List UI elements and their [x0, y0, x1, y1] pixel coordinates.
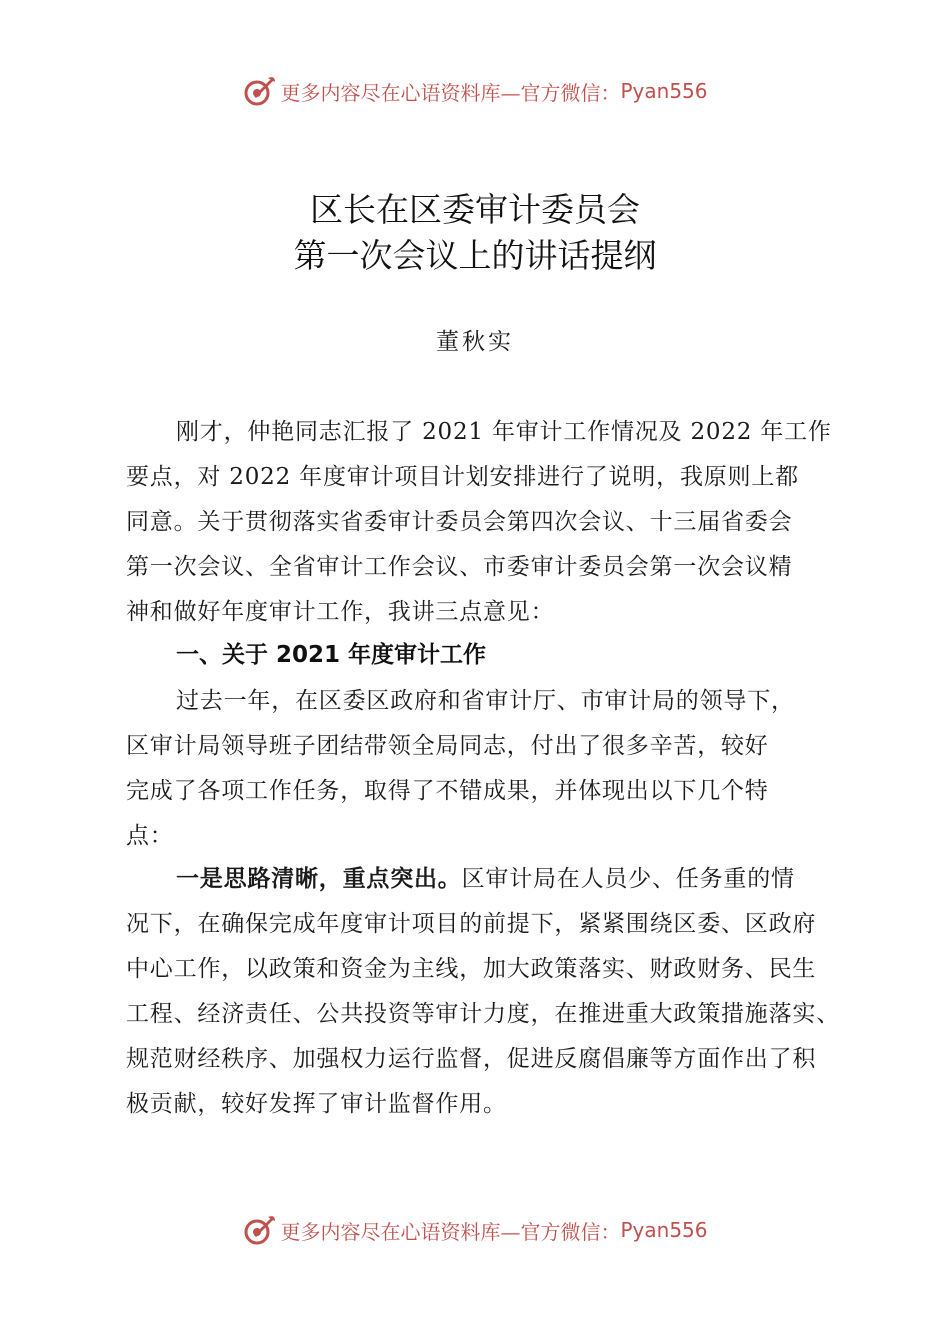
body-line: 点：: [126, 823, 174, 849]
body-line: 中心工作，以政策和资金为主线，加大政策落实、财政财务、民生: [126, 956, 817, 982]
watermark-banner-bottom: [0, 1213, 950, 1247]
point-lead: 一是思路清晰，重点突出。: [176, 865, 462, 892]
body-line: 规范财经秩序、加强权力运行监督，促进反腐倡廉等方面作出了积: [126, 1046, 817, 1072]
point-text: 区审计局在人员少、任务重的情: [461, 866, 795, 892]
watermark-banner-top: [0, 74, 950, 108]
title-line-2: 第一次会议上的讲话提纲: [293, 236, 657, 275]
body-line: [176, 860, 795, 893]
body-line: 神和做好年度审计工作，我讲三点意见：: [126, 599, 555, 625]
section-heading-1: 一、关于 2021 年度审计工作: [176, 642, 487, 668]
body-line: 区审计局领导班子团结带领全局同志，付出了很多辛苦，较好: [126, 733, 769, 759]
body-line: 极贡献，较好发挥了审计监督作用。: [126, 1091, 507, 1117]
author-name: 董秋实: [436, 329, 514, 355]
body-line: 刚才，仲艳同志汇报了 2021 年审计工作情况及 2022 年工作: [176, 419, 832, 445]
watermark-text: 更多内容尽在心语资料库—官方微信：: [280, 1219, 621, 1244]
body-line: 第一次会议、全省审计工作会议、市委审计委员会第一次会议精: [126, 554, 793, 580]
body-line: 过去一年，在区委区政府和省审计厅、市审计局的领导下，: [176, 688, 795, 714]
quill-logo-icon: [242, 74, 276, 108]
watermark-text: 更多内容尽在心语资料库—官方微信：: [280, 80, 621, 105]
title-line-1: 区长在区委审计委员会: [310, 190, 640, 229]
wechat-id: Pyan556: [620, 1218, 708, 1242]
body-line: 况下，在确保完成年度审计项目的前提下，紧紧围绕区委、区政府: [126, 911, 817, 937]
quill-logo-icon: [242, 1213, 276, 1247]
body-line: 工程、经济责任、公共投资等审计力度，在推进重大政策措施落实、: [126, 1001, 840, 1027]
body-line: 同意。关于贯彻落实省委审计委员会第四次会议、十三届省委会: [126, 509, 793, 535]
body-line: 完成了各项工作任务，取得了不错成果，并体现出以下几个特: [126, 778, 769, 804]
body-line: 要点，对 2022 年度审计项目计划安排进行了说明，我原则上都: [126, 464, 799, 490]
wechat-id: Pyan556: [620, 79, 708, 103]
